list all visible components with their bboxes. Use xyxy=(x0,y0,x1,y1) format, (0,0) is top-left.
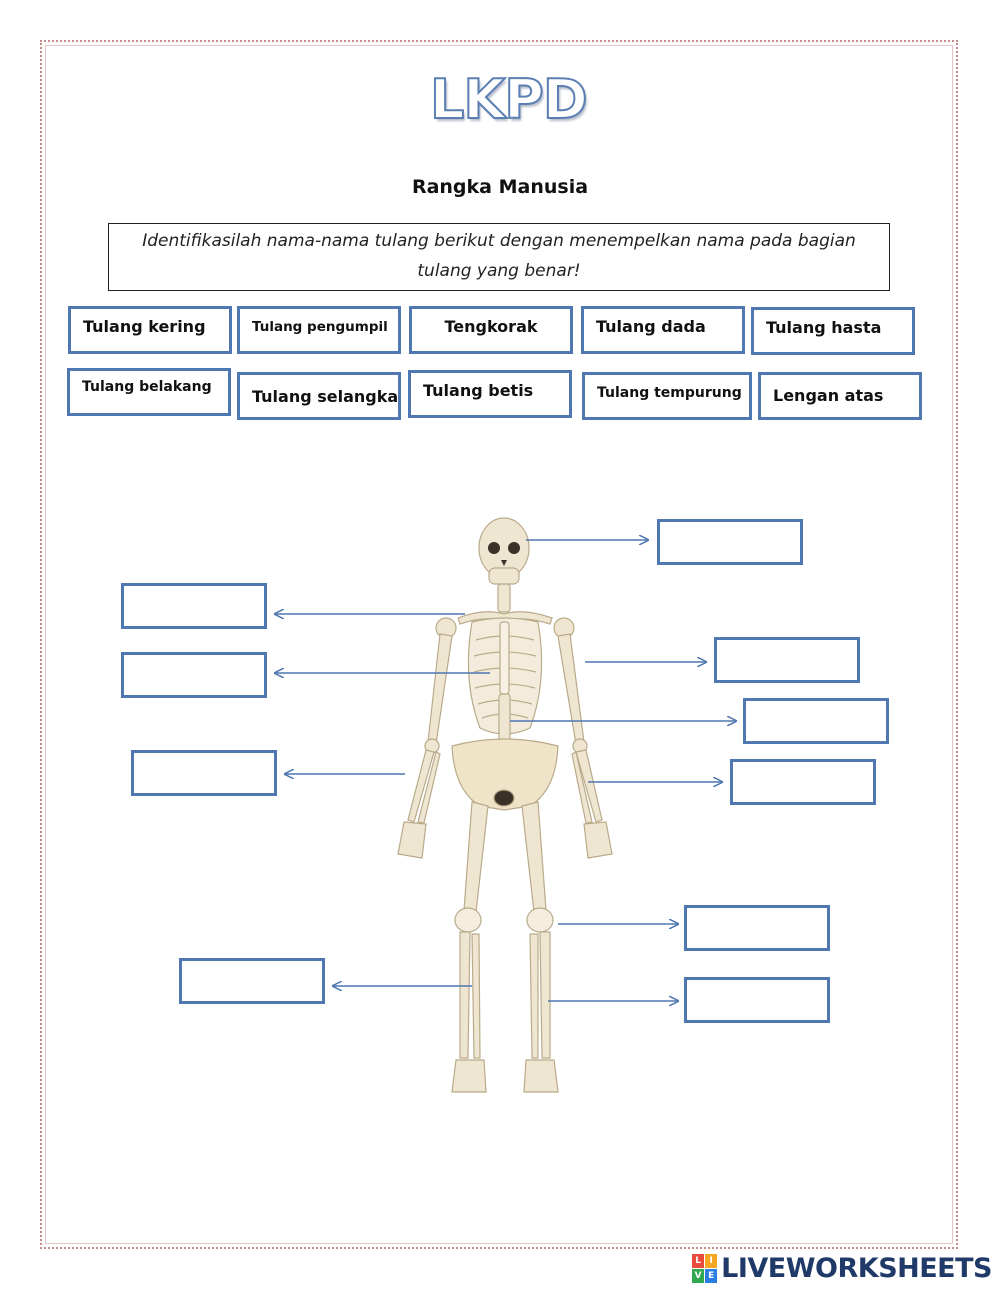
answer-box-humerus[interactable] xyxy=(714,637,860,683)
word-tulang-dada[interactable]: Tulang dada xyxy=(581,306,745,354)
word-tulang-hasta[interactable]: Tulang hasta xyxy=(751,307,915,355)
footer-brand-text: LIVEWORKSHEETS xyxy=(721,1252,992,1284)
skeleton-illustration xyxy=(380,510,630,1110)
answer-box-patella[interactable] xyxy=(684,905,830,951)
word-tulang-kering[interactable]: Tulang kering xyxy=(68,306,232,354)
liveworksheets-logo xyxy=(692,1251,992,1285)
word-tulang-selangka[interactable]: Tulang selangka xyxy=(237,372,401,420)
live-blocks-icon: L I V E xyxy=(692,1254,717,1283)
word-lengan-atas[interactable]: Lengan atas xyxy=(758,372,922,420)
page-title: Rangka Manusia xyxy=(411,176,589,198)
answer-box-tibia[interactable] xyxy=(179,958,325,1004)
answer-box-skull[interactable] xyxy=(657,519,803,565)
answer-box-spine[interactable] xyxy=(743,698,889,744)
answer-box-fibula[interactable] xyxy=(684,977,830,1023)
answer-box-ulna[interactable] xyxy=(730,759,876,805)
word-tulang-tempurung[interactable]: Tulang tempurung xyxy=(582,372,752,420)
word-tulang-belakang[interactable]: Tulang belakang xyxy=(67,368,231,416)
instruction-box: Identifikasilah nama-nama tulang berikut dengan menempelkan nama pada bagian tulang yang benar! xyxy=(108,223,890,291)
answer-box-radius[interactable] xyxy=(131,750,277,796)
answer-box-sternum[interactable] xyxy=(121,652,267,698)
word-tengkorak[interactable]: Tengkorak xyxy=(409,306,573,354)
word-tulang-pengumpil[interactable]: Tulang pengumpil xyxy=(237,306,401,354)
word-tulang-betis[interactable]: Tulang betis xyxy=(408,370,572,418)
lkpd-logo: LKPD xyxy=(430,68,587,131)
answer-box-clavicle[interactable] xyxy=(121,583,267,629)
